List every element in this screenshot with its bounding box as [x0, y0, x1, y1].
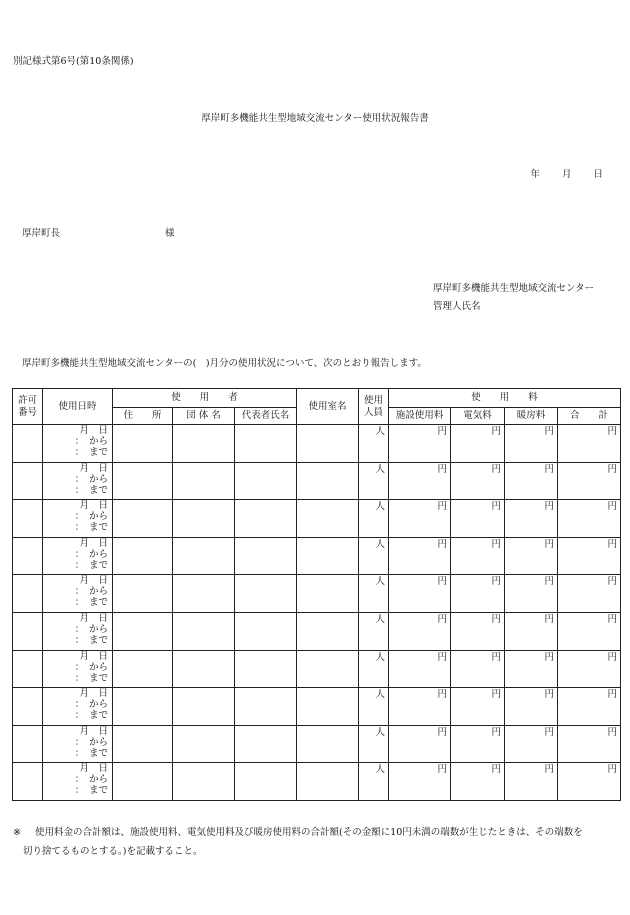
datetime-from: ： から	[74, 473, 108, 485]
table-row	[13, 500, 621, 538]
cell-heating-fee[interactable]: 円	[505, 725, 558, 763]
cell-representative[interactable]	[235, 575, 297, 613]
cell-heating-fee[interactable]: 円	[505, 575, 558, 613]
date-day: 日	[593, 169, 603, 180]
cell-attendees[interactable]: 人	[359, 462, 389, 500]
cell-total[interactable]: 円	[558, 537, 621, 575]
cell-group-name[interactable]	[173, 500, 235, 538]
cell-usage-datetime[interactable]	[43, 537, 113, 575]
cell-attendees[interactable]: 人	[359, 537, 389, 575]
cell-heating-fee[interactable]: 円	[505, 425, 558, 463]
datetime-until: ： まで	[74, 785, 108, 797]
header-total: 合 計	[558, 408, 621, 425]
cell-heating-fee[interactable]: 円	[505, 537, 558, 575]
cell-group-name[interactable]	[173, 537, 235, 575]
cell-usage-datetime[interactable]	[43, 462, 113, 500]
cell-room-name[interactable]	[297, 575, 359, 613]
cell-attendees[interactable]: 人	[359, 650, 389, 688]
form-number: 別記様式第6号(第10条関係)	[13, 56, 134, 67]
cell-heating-fee[interactable]: 円	[505, 650, 558, 688]
cell-address[interactable]	[113, 612, 173, 650]
datetime-until: ： まで	[74, 634, 108, 646]
datetime-until: ： まで	[74, 447, 108, 458]
cell-group-name[interactable]	[173, 462, 235, 500]
header-user-group: 使 用 者	[113, 389, 297, 408]
cell-representative[interactable]	[235, 688, 297, 726]
cell-room-name[interactable]	[297, 462, 359, 500]
addressee-honorific: 様	[165, 228, 175, 239]
datetime-from: ： から	[74, 623, 108, 635]
datetime-until: ： まで	[74, 559, 108, 571]
cell-heating-fee[interactable]: 円	[505, 500, 558, 538]
cell-electricity-fee[interactable]: 円	[451, 688, 505, 726]
datetime-until: ： まで	[74, 747, 108, 759]
note-mark: ※	[13, 827, 21, 838]
table-row	[13, 575, 621, 613]
cell-room-name[interactable]	[297, 688, 359, 726]
datetime-date: 月 日	[79, 688, 108, 700]
datetime-date: 月 日	[79, 763, 108, 775]
cell-usage-datetime[interactable]	[43, 763, 113, 801]
header-facility-fee: 施設使用料	[389, 408, 451, 425]
cell-address[interactable]	[113, 688, 173, 726]
datetime-from: ： から	[74, 661, 108, 673]
table-row	[13, 612, 621, 650]
datetime-until: ： まで	[74, 672, 108, 684]
cell-representative[interactable]	[235, 612, 297, 650]
cell-attendees[interactable]: 人	[359, 575, 389, 613]
cell-heating-fee[interactable]: 円	[505, 688, 558, 726]
datetime-until: ： まで	[74, 597, 108, 609]
table-row	[13, 725, 621, 763]
datetime-date: 月 日	[79, 425, 108, 436]
cell-room-name[interactable]	[297, 500, 359, 538]
datetime-from: ： から	[74, 699, 108, 711]
cell-permit-number[interactable]	[13, 650, 43, 688]
datetime-date: 月 日	[79, 537, 108, 549]
datetime-from: ： から	[74, 548, 108, 560]
cell-group-name[interactable]	[173, 763, 235, 801]
cell-address[interactable]	[113, 500, 173, 538]
cell-representative[interactable]	[235, 425, 297, 463]
cell-heating-fee[interactable]: 円	[505, 462, 558, 500]
cell-room-name[interactable]	[297, 763, 359, 801]
header-attendees-line1: 使用	[364, 394, 384, 406]
cell-usage-datetime[interactable]	[43, 612, 113, 650]
cell-heating-fee[interactable]: 円	[505, 612, 558, 650]
cell-total[interactable]: 円	[558, 763, 621, 801]
cell-total[interactable]: 円	[558, 500, 621, 538]
table-row	[13, 650, 621, 688]
cell-address[interactable]	[113, 462, 173, 500]
table-row	[13, 462, 621, 500]
cell-electricity-fee[interactable]: 円	[451, 612, 505, 650]
cell-facility-fee[interactable]: 円	[389, 575, 451, 613]
cell-facility-fee[interactable]: 円	[389, 500, 451, 538]
cell-total[interactable]: 円	[558, 462, 621, 500]
header-heating-fee: 暖房料	[505, 408, 558, 425]
cell-representative[interactable]	[235, 725, 297, 763]
cell-address[interactable]	[113, 425, 173, 463]
cell-permit-number[interactable]	[13, 612, 43, 650]
table-body	[13, 425, 621, 801]
cell-usage-datetime[interactable]	[43, 650, 113, 688]
cell-address[interactable]	[113, 725, 173, 763]
table-row	[13, 425, 621, 463]
cell-attendees[interactable]: 人	[359, 425, 389, 463]
datetime-from: ： から	[74, 436, 108, 447]
datetime-until: ： まで	[74, 484, 108, 496]
datetime-date: 月 日	[79, 725, 108, 737]
datetime-from: ： から	[74, 586, 108, 598]
note-text-line1: 使用料金の合計額は、施設使用料、電気使用料及び暖房使用料の合計額(その金額に10円未満の端数が生じたときは、その端数を	[35, 827, 583, 838]
header-room-name: 使用室名	[297, 389, 359, 425]
datetime-date: 月 日	[79, 650, 108, 662]
datetime-date: 月 日	[79, 462, 108, 474]
datetime-date: 月 日	[79, 575, 108, 587]
manager-organization: 厚岸町多機能共生型地域交流センター	[433, 283, 595, 294]
cell-group-name[interactable]	[173, 612, 235, 650]
cell-electricity-fee[interactable]: 円	[451, 537, 505, 575]
header-permit-number-line2: 番号	[17, 406, 37, 418]
cell-permit-number[interactable]	[13, 725, 43, 763]
cell-room-name[interactable]	[297, 425, 359, 463]
cell-permit-number[interactable]	[13, 425, 43, 463]
cell-permit-number[interactable]	[13, 500, 43, 538]
cell-permit-number[interactable]	[13, 688, 43, 726]
header-address: 住 所	[113, 408, 173, 425]
cell-address[interactable]	[113, 575, 173, 613]
cell-permit-number[interactable]	[13, 462, 43, 500]
cell-electricity-fee[interactable]: 円	[451, 425, 505, 463]
cell-electricity-fee[interactable]: 円	[451, 763, 505, 801]
cell-total[interactable]: 円	[558, 650, 621, 688]
cell-electricity-fee[interactable]: 円	[451, 500, 505, 538]
cell-room-name[interactable]	[297, 537, 359, 575]
cell-facility-fee[interactable]: 円	[389, 688, 451, 726]
cell-facility-fee[interactable]: 円	[389, 425, 451, 463]
cell-room-name[interactable]	[297, 725, 359, 763]
cell-facility-fee[interactable]: 円	[389, 537, 451, 575]
addressee-name: 厚岸町長	[22, 228, 61, 239]
datetime-from: ： から	[74, 774, 108, 786]
cell-group-name[interactable]	[173, 425, 235, 463]
datetime-from: ： から	[74, 511, 108, 523]
cell-electricity-fee[interactable]: 円	[451, 575, 505, 613]
cell-permit-number[interactable]	[13, 537, 43, 575]
note-text-line2: 切り捨てるものとする。)を記載すること。	[23, 846, 203, 857]
table-row	[13, 763, 621, 801]
intro-text: 厚岸町多機能共生型地域交流センターの( )月分の使用状況について、次のとおり報告します。	[22, 358, 427, 369]
datetime-until: ： まで	[74, 522, 108, 534]
cell-usage-datetime[interactable]	[43, 425, 113, 463]
cell-facility-fee[interactable]: 円	[389, 650, 451, 688]
header-attendees	[359, 389, 389, 425]
cell-electricity-fee[interactable]: 円	[451, 462, 505, 500]
cell-total[interactable]: 円	[558, 725, 621, 763]
cell-representative[interactable]	[235, 537, 297, 575]
table-row	[13, 688, 621, 726]
cell-representative[interactable]	[235, 763, 297, 801]
datetime-date: 月 日	[79, 500, 108, 512]
datetime-until: ： まで	[74, 710, 108, 722]
header-electricity-fee: 電気料	[451, 408, 505, 425]
cell-usage-datetime[interactable]	[43, 575, 113, 613]
cell-facility-fee[interactable]: 円	[389, 462, 451, 500]
cell-permit-number[interactable]	[13, 575, 43, 613]
datetime-from: ： から	[74, 736, 108, 748]
cell-group-name[interactable]	[173, 575, 235, 613]
cell-attendees[interactable]: 人	[359, 500, 389, 538]
header-permit-number-line1: 許可	[17, 394, 37, 406]
header-group-name: 団 体 名	[173, 408, 235, 425]
cell-attendees[interactable]: 人	[359, 725, 389, 763]
cell-attendees[interactable]: 人	[359, 688, 389, 726]
cell-electricity-fee[interactable]: 円	[451, 650, 505, 688]
cell-total[interactable]: 円	[558, 688, 621, 726]
cell-usage-datetime[interactable]	[43, 725, 113, 763]
note	[13, 823, 623, 861]
cell-representative[interactable]	[235, 462, 297, 500]
cell-address[interactable]	[113, 537, 173, 575]
document-title: 厚岸町多機能共生型地域交流センター使用状況報告書	[201, 113, 429, 124]
cell-attendees[interactable]: 人	[359, 612, 389, 650]
cell-usage-datetime[interactable]	[43, 688, 113, 726]
table-row	[13, 537, 621, 575]
date-month: 月	[561, 169, 572, 180]
cell-representative[interactable]	[235, 650, 297, 688]
cell-address[interactable]	[113, 650, 173, 688]
cell-facility-fee[interactable]: 円	[389, 725, 451, 763]
cell-group-name[interactable]	[173, 650, 235, 688]
cell-facility-fee[interactable]: 円	[389, 612, 451, 650]
cell-total[interactable]: 円	[558, 575, 621, 613]
datetime-date: 月 日	[79, 612, 108, 624]
header-representative: 代表者氏名	[235, 408, 297, 425]
cell-attendees[interactable]: 人	[359, 763, 389, 801]
cell-electricity-fee[interactable]: 円	[451, 725, 505, 763]
cell-heating-fee[interactable]: 円	[505, 763, 558, 801]
header-usage-datetime: 使用日時	[43, 389, 113, 425]
manager-name-label: 管理人氏名	[433, 301, 481, 312]
cell-room-name[interactable]	[297, 612, 359, 650]
date-line	[530, 166, 603, 180]
header-permit-number	[13, 389, 43, 425]
cell-room-name[interactable]	[297, 650, 359, 688]
cell-usage-datetime[interactable]	[43, 500, 113, 538]
date-year: 年	[530, 169, 540, 180]
cell-representative[interactable]	[235, 500, 297, 538]
usage-table	[12, 388, 621, 801]
header-fee-group: 使 用 料	[389, 389, 621, 408]
cell-total[interactable]: 円	[558, 425, 621, 463]
cell-group-name[interactable]	[173, 725, 235, 763]
cell-address[interactable]	[113, 763, 173, 801]
cell-permit-number[interactable]	[13, 763, 43, 801]
cell-group-name[interactable]	[173, 688, 235, 726]
cell-facility-fee[interactable]: 円	[389, 763, 451, 801]
cell-total[interactable]: 円	[558, 612, 621, 650]
header-attendees-line2: 人員	[364, 406, 384, 418]
